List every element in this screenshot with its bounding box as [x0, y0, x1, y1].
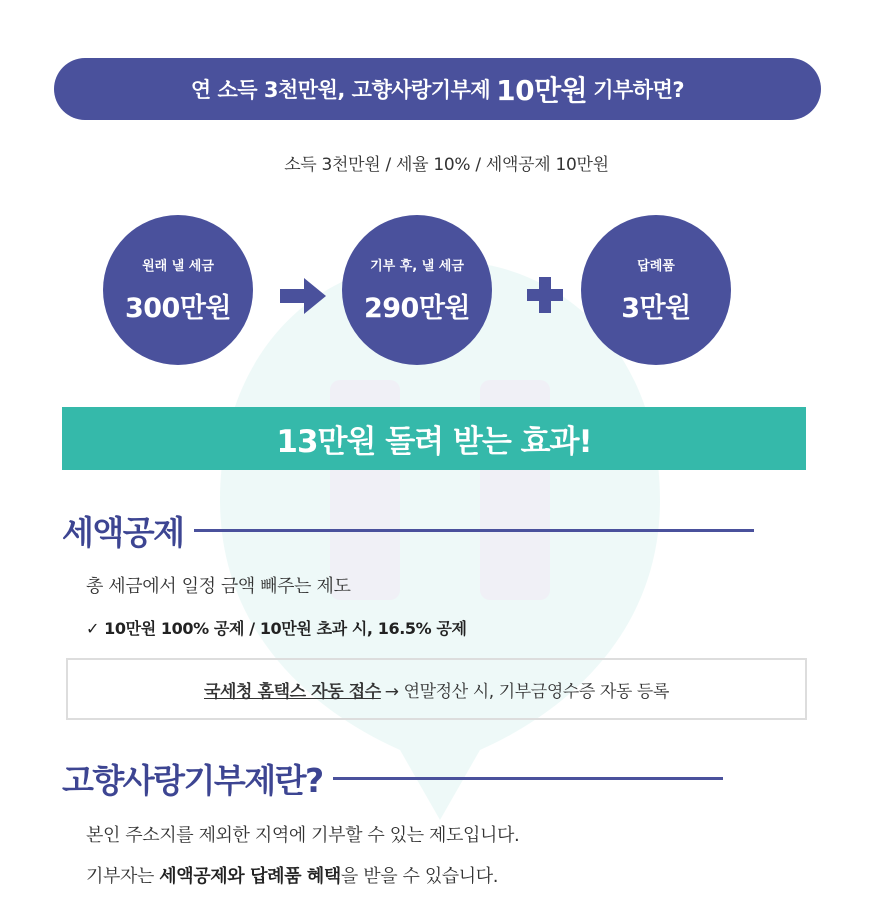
- headline-banner: [54, 58, 821, 120]
- banner-text-post: 기부하면?: [593, 78, 685, 102]
- arrow-right-icon: [280, 278, 326, 314]
- section-title-text: 세액공제: [62, 513, 184, 552]
- circle-amount: 290만원: [363, 293, 471, 324]
- tax-credit-description: 총 세금에서 일정 금액 빼주는 제도: [86, 576, 351, 597]
- notice-text: → 연말정산 시, 기부금영수증 자동 등록: [384, 681, 669, 702]
- after-donation-tax-circle: [342, 215, 492, 365]
- original-tax-circle: [103, 215, 253, 365]
- section-divider: [194, 529, 754, 532]
- program-benefit-description: [86, 862, 498, 888]
- benefit-text-post: 을 받을 수 있습니다.: [340, 866, 499, 887]
- circle-amount: 300만원: [124, 293, 232, 324]
- benefit-text-pre: 기부자는: [86, 866, 154, 887]
- banner-emphasis: 10만원: [496, 74, 588, 107]
- benefit-highlight: 세액공제와 답례품 혜택: [159, 866, 341, 887]
- gift-circle: [581, 215, 731, 365]
- circle-amount: 3만원: [621, 293, 691, 324]
- hometown-donation-section-title: [62, 755, 723, 802]
- circle-label: 기부 후, 낼 세금: [370, 259, 464, 274]
- program-description: 본인 주소지를 제외한 지역에 기부할 수 있는 제도입니다.: [86, 825, 520, 846]
- section-divider: [333, 777, 723, 780]
- plus-icon: [527, 277, 563, 313]
- banner-text-pre: 연 소득 3천만원, 고향사랑기부제: [190, 78, 491, 102]
- tax-credit-detail: ✓ 10만원 100% 공제 / 10만원 초과 시, 16.5% 공제: [86, 619, 467, 638]
- tax-credit-section-title: [62, 507, 754, 554]
- auto-registration-notice: [66, 658, 807, 720]
- circle-label: 답례품: [637, 259, 675, 274]
- effect-banner: 13만원 돌려 받는 효과!: [62, 407, 806, 470]
- section-title-text: 고향사랑기부제란?: [62, 761, 323, 800]
- condition-text: 소득 3천만원 / 세율 10% / 세액공제 10만원: [284, 155, 609, 175]
- circle-label: 원래 낼 세금: [142, 259, 214, 274]
- notice-highlight: 국세청 홈택스 자동 접수: [204, 681, 381, 702]
